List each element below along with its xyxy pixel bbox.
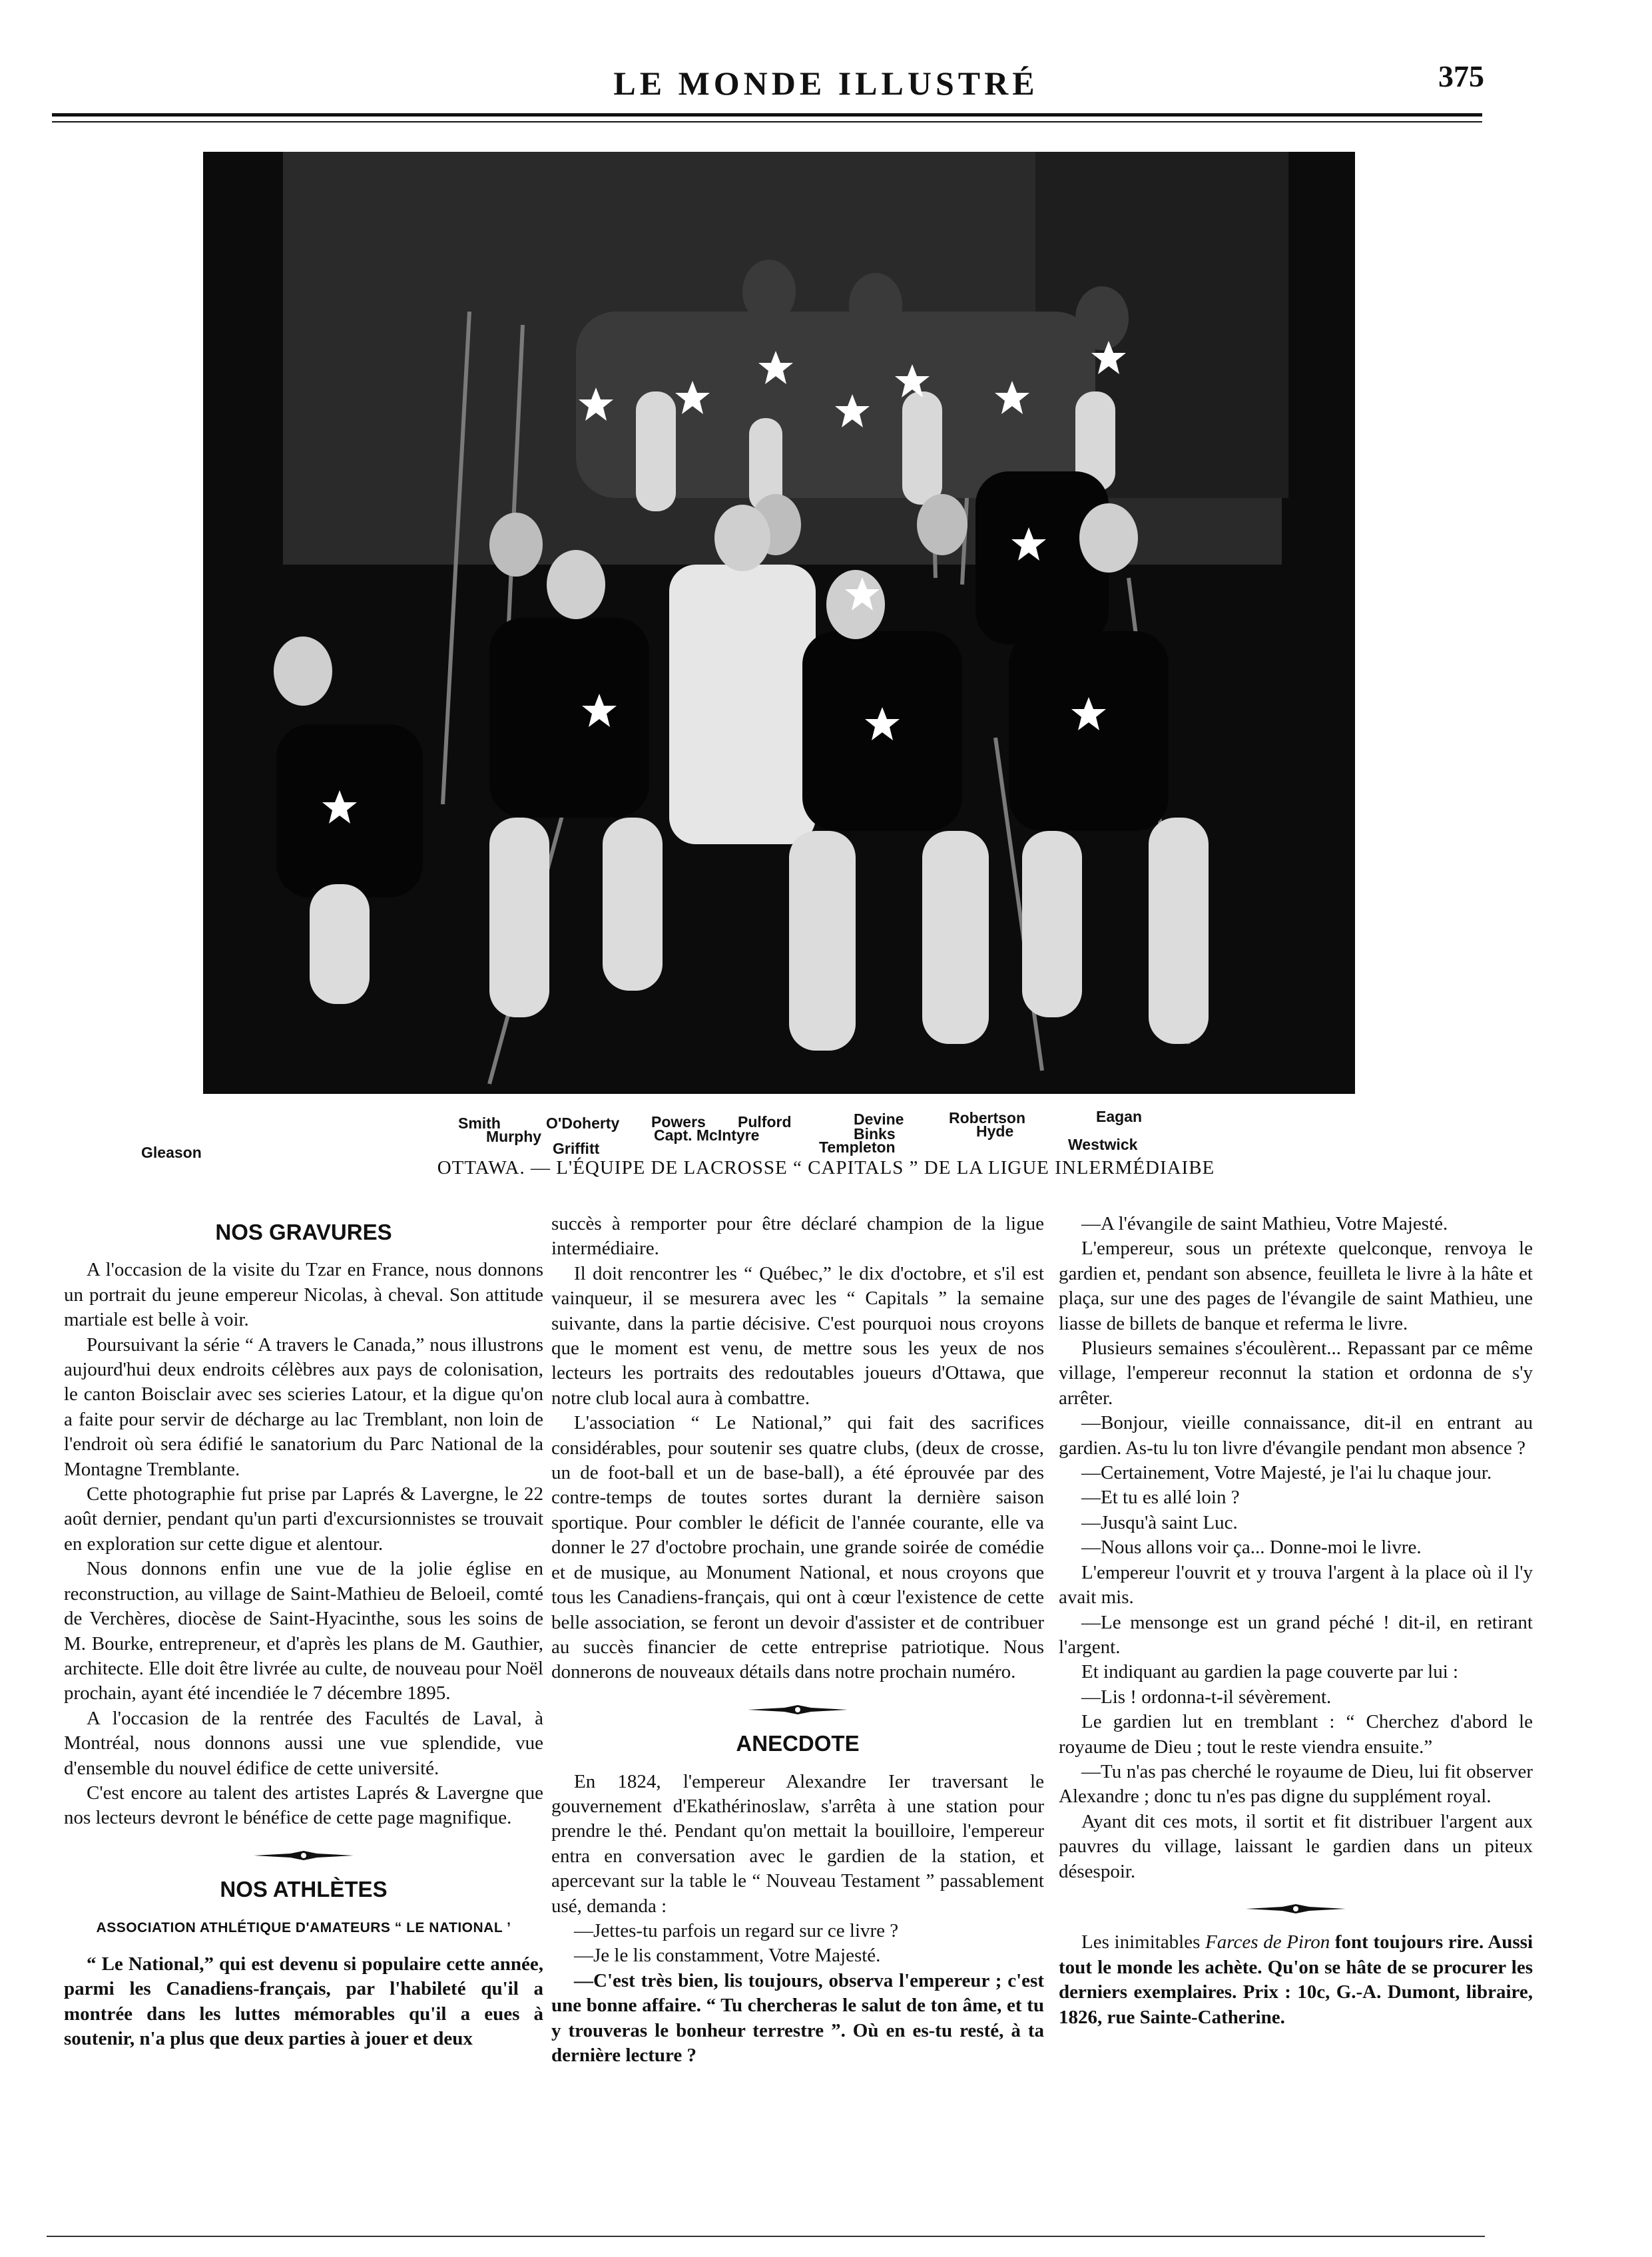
paragraph: L'empereur, sous un prétexte quelconque, renvoya le gardien et, pendant son absence, feuilleta le livre à la hâte et plaça, sur une des pages de l'évangile de saint Mathieu, une liasse de billets de banque et referma le livre. bbox=[1059, 1238, 1533, 1334]
photo-label-griffitt: Griffitt bbox=[553, 1140, 600, 1157]
paragraph: C'est encore au talent des artistes Laprés & Lavergne que nos lecteurs devront le bénéfice de cette page magnifique. bbox=[64, 1782, 543, 1829]
team-photograph bbox=[203, 152, 1355, 1094]
ad-text-lead: Les inimitables bbox=[1081, 1931, 1201, 1953]
paragraph: —Jusqu'à saint Luc. bbox=[1081, 1511, 1238, 1533]
paragraph: Le gardien lut en tremblant : “ Cherchez d'abord le royaume de Dieu ; tout le reste viendra ensuite.” bbox=[1059, 1711, 1533, 1758]
photo-label-robertson: Robertson bbox=[949, 1109, 1025, 1127]
page-number: 375 bbox=[1438, 59, 1484, 93]
paragraph: Cette photographie fut prise par Laprés & Lavergne, le 22 août dernier, pendant qu'un parti d'excursionnistes se trouvait en exploration sur cette digue et alentour. bbox=[64, 1483, 543, 1555]
photo-label-murphy: Murphy bbox=[486, 1128, 542, 1145]
paragraph: —A l'évangile de saint Mathieu, Votre Majesté. bbox=[1081, 1213, 1448, 1234]
page-bottom-rule bbox=[47, 2236, 1485, 2237]
section-divider-ornament bbox=[1059, 1896, 1533, 1921]
photo-label-powers: Powers bbox=[651, 1113, 706, 1130]
paragraph: —C'est très bien, lis toujours, observa l'empereur ; c'est une bonne affaire. “ Tu chercheras le salut de ton âme, et tu y trouveras le bonheur terrestre ”. Où en es-tu resté, à ta dernière lecture ? bbox=[551, 1969, 1044, 2066]
paragraph: Nous donnons enfin une vue de la jolie église en reconstruction, au village de Saint-Mathieu de Beloeil, comté de Verchères, diocèse de Saint-Hyacinthe, sous les soins de M. Bourke, entrepreneur, et d'après les plans de M. Gauthier, architecte. Elle doit être livrée au culte, de nouveau pour Noël prochain, ayant été incendiée le 7 décembre 1895. bbox=[64, 1558, 543, 1704]
photo-label-capt-mcintyre: Capt. McIntyre bbox=[654, 1127, 760, 1144]
journal-title: LE MONDE ILLUSTRÉ bbox=[613, 65, 1039, 102]
photo-caption: OTTAWA. — L'ÉQUIPE DE LACROSSE “ CAPITALS ” DE LA LIGUE INLERMÉDIAIBE bbox=[437, 1157, 1215, 1178]
ad-text-body: font toujours rire. Aussi tout le monde les achète. Qu'on se hâte de se procurer les derniers exemplaires. Prix : 10c, G.-A. Dumont, libraire, 1826, rue Sainte-Catherine. bbox=[1059, 1931, 1533, 2028]
paragraph: succès à remporter pour être déclaré champion de la ligue intermédiaire. bbox=[551, 1213, 1044, 1260]
header-rule-thin bbox=[52, 121, 1482, 123]
section-heading-nos-athletes: NOS ATHLÈTES bbox=[220, 1877, 388, 1902]
paragraph: Poursuivant la série “ A travers le Canada,” nous illustrons aujourd'hui deux endroits célèbres aux pays de colonisation, le canton Boisclair avec ses scieries Latour, et la digue qu'on a faite pour servir de décharge au lac Tremblant, non loin de l'endroit où sera édifié le sanatorium du Parc National de la Montagne Tremblante. bbox=[64, 1334, 543, 1480]
paragraph: —Certainement, Votre Majesté, je l'ai lu chaque jour. bbox=[1081, 1462, 1492, 1484]
column-left bbox=[64, 1212, 543, 2052]
advertisement-paragraph bbox=[1059, 1930, 1533, 2030]
paragraph: “ Le National,” qui est devenu si populaire cette année, parmi les Canadiens-français, par l'habileté qu'il a montrée dans les luttes mémorables qu'il a eues à soutenir, n'a plus que deux parties à jouer et deux bbox=[64, 1953, 543, 2050]
photo-label-hyde: Hyde bbox=[976, 1123, 1014, 1140]
paragraph: —Tu n'as pas cherché le royaume de Dieu, lui fit observer Alexandre ; donc tu n'es pas digne du supplément royal. bbox=[1059, 1760, 1533, 1808]
header-rule bbox=[52, 113, 1482, 117]
section-subheading: ASSOCIATION ATHLÉTIQUE D'AMATEURS “ LE NATIONAL ’ bbox=[96, 1919, 511, 1935]
paragraph: A l'occasion de la visite du Tzar en France, nous donnons un portrait du jeune empereur Nicolas, à cheval. Son attitude martiale est belle à voir. bbox=[64, 1259, 543, 1331]
paragraph: A l'occasion de la rentrée des Facultés de Laval, à Montréal, nous donnons aussi une vue splendide, vue d'ensemble du nouvel édifice de cette université. bbox=[64, 1707, 543, 1779]
photo-label-devine: Devine bbox=[854, 1111, 904, 1128]
paragraph: En 1824, l'empereur Alexandre Ier traversant le gouvernement d'Ekathérinoslaw, s'arrêta à une station pour prendre le thé. Pendant qu'on mettait la bouilloire, l'empereur entra en conversation avec le gardien de la station, et apercevant sur la table le “ Nouveau Testament ” passablement usé, demanda : bbox=[551, 1770, 1044, 1917]
section-heading-anecdote: ANECDOTE bbox=[736, 1731, 860, 1756]
paragraph: L'association “ Le National,” qui fait des sacrifices considérables, pour soutenir ses quatre clubs, (deux de crosse, un de foot-ball et un de base-ball), a été éprouvée par des contre-temps de toutes sortes durant la dernière saison sportique. Pour combler le déficit de l'année courante, elle va donner le 27 d'octobre prochain, une grande soirée de comédie et de musique, au Monument National, et nous croyons que tous les Canadiens-français, qui ont à cœur l'existence de cette belle association, se feront un devoir d'assister et de contribuer au succès financier de cette entreprise patriotique. Nous donnerons de nouveaux détails dans notre prochain numéro. bbox=[551, 1412, 1044, 1683]
photo-label-pulford: Pulford bbox=[738, 1113, 792, 1130]
paragraph: Ayant dit ces mots, il sortit et fit distribuer l'argent aux pauvres du village, laissant le gardien dans un piteux désespoir. bbox=[1059, 1810, 1533, 1882]
paragraph: —Jettes-tu parfois un regard sur ce livre ? bbox=[574, 1919, 899, 1941]
section-divider-ornament bbox=[551, 1697, 1044, 1722]
photo-label-westwick: Westwick bbox=[1068, 1136, 1138, 1153]
photo-label-gleason: Gleason bbox=[141, 1144, 202, 1161]
column-right bbox=[1059, 1212, 1533, 2030]
section-divider-ornament bbox=[64, 1843, 543, 1868]
paragraph: Il doit rencontrer les “ Québec,” le dix d'octobre, et s'il est vainqueur, il se mesurera avec les “ Capitals ” la semaine suivante, dans la partie décisive. C'est pourquoi nous croyons que le moment est venu, de mettre sous les yeux de nos lecteurs les portraits des redoutables joueurs d'Ottawa, que notre club local aura à combattre. bbox=[551, 1262, 1044, 1409]
paragraph: —Je le lis constamment, Votre Majesté. bbox=[574, 1945, 881, 1967]
section-heading-nos-gravures: NOS GRAVURES bbox=[215, 1220, 392, 1244]
photo-label-templeton: Templeton bbox=[819, 1138, 896, 1156]
paragraph: —Bonjour, vieille connaissance, dit-il en entrant au gardien. As-tu lu ton livre d'évangile pendant mon absence ? bbox=[1059, 1412, 1533, 1459]
paragraph: —Le mensonge est un grand péché ! dit-il, en retirant l'argent. bbox=[1059, 1611, 1533, 1658]
paragraph: —Nous allons voir ça... Donne-moi le livre. bbox=[1081, 1537, 1422, 1559]
paragraph: —Et tu es allé loin ? bbox=[1081, 1487, 1240, 1509]
photo-label-binks: Binks bbox=[854, 1125, 896, 1142]
photo-label-odoherty: O'Doherty bbox=[546, 1115, 620, 1132]
paragraph: —Lis ! ordonna-t-il sévèrement. bbox=[1081, 1686, 1332, 1708]
paragraph: L'empereur l'ouvrit et y trouva l'argent à la place où il l'y avait mis. bbox=[1059, 1561, 1533, 1609]
column-middle bbox=[551, 1212, 1044, 2068]
paragraph: Et indiquant au gardien la page couverte par lui : bbox=[1081, 1661, 1459, 1683]
paragraph: Plusieurs semaines s'écoulèrent... Repassant par ce même village, l'empereur reconnut la station et ordonna de s'y arrêter. bbox=[1059, 1338, 1533, 1409]
photo-label-smith: Smith bbox=[458, 1115, 501, 1132]
photo-label-eagan: Eagan bbox=[1096, 1108, 1143, 1125]
photograph-image bbox=[203, 152, 1355, 1094]
ad-book-title: Farces de Piron bbox=[1205, 1931, 1330, 1953]
